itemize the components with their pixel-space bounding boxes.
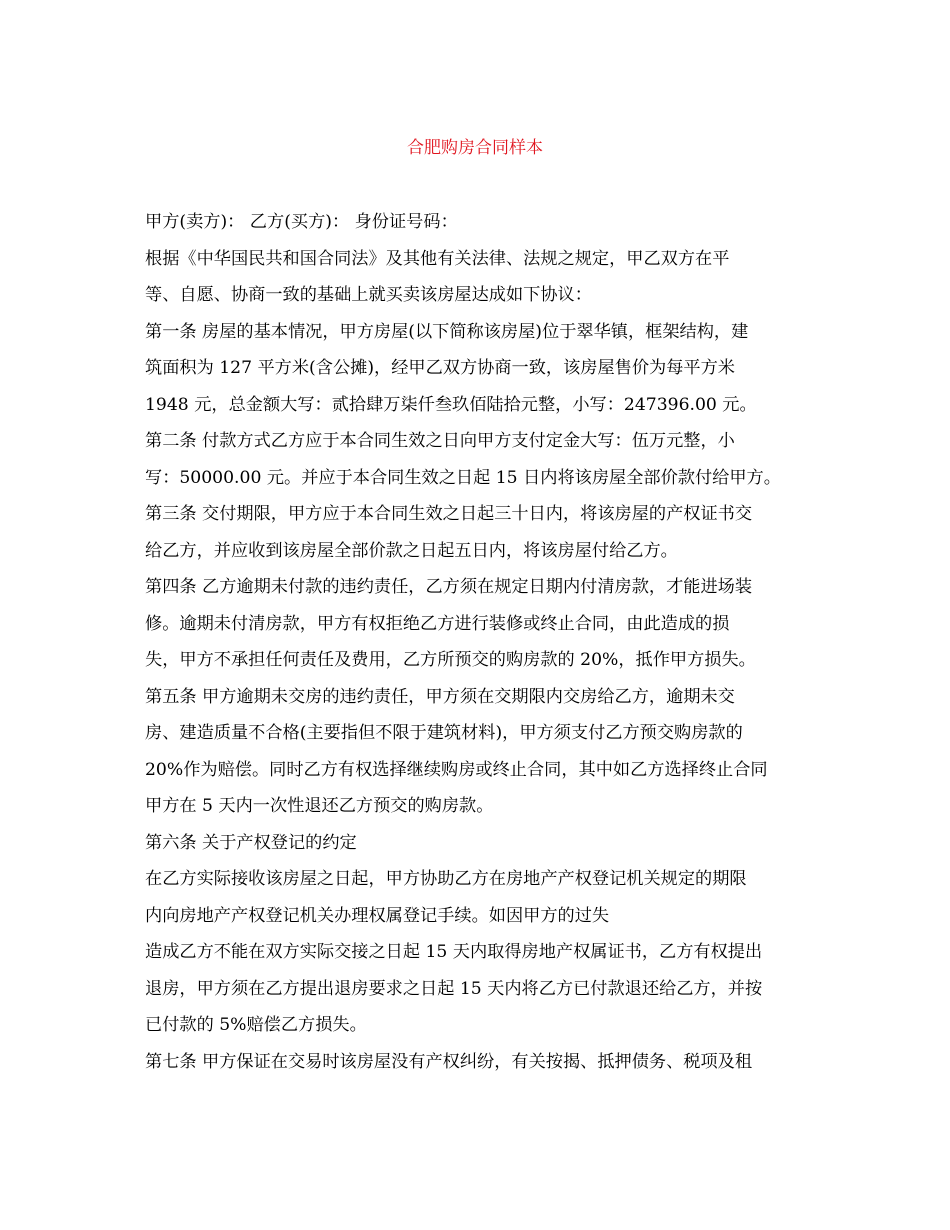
contract-line: 造成乙方不能在双方实际交接之日起 15 天内取得房地产权属证书，乙方有权提出 xyxy=(145,942,763,962)
contract-line: 已付款的 5%赔偿乙方损失。 xyxy=(145,1015,367,1035)
document-title: 合肥购房合同样本 xyxy=(407,138,543,158)
contract-line: 写：50000.00 元。并应于本合同生效之日起 15 日内将该房屋全部价款付给甲方。 xyxy=(145,467,781,488)
contract-line: 房、建造质量不合格(主要指但不限于建筑材料)，甲方须支付乙方预交购房款的 xyxy=(145,723,743,743)
contract-line: 1948 元，总金额大写：贰拾肆万柒仟叁玖佰陆拾元整，小写：247396.00 元。 xyxy=(145,394,757,415)
contract-line: 第四条 乙方逾期未付款的违约责任，乙方须在规定日期内付清房款，才能进场装 xyxy=(145,577,753,597)
contract-line: 内向房地产产权登记机关办理权属登记手续。如因甲方的过失 xyxy=(145,905,610,926)
contract-line: 甲方(卖方)： 乙方(买方)： 身份证号码： xyxy=(145,212,458,232)
contract-line: 等、自愿、协商一致的基础上就买卖该房屋达成如下协议： xyxy=(145,285,592,305)
contract-line: 第三条 交付期限，甲方应于本合同生效之日起三十日内，将该房屋的产权证书交 xyxy=(145,504,753,524)
contract-line: 第一条 房屋的基本情况，甲方房屋(以下简称该房屋)位于翠华镇，框架结构，建 xyxy=(145,321,749,342)
contract-line: 第五条 甲方逾期未交房的违约责任，甲方须在交期限内交房给乙方，逾期未交 xyxy=(145,686,735,707)
contract-line: 20%作为赔偿。同时乙方有权选择继续购房或终止合同，其中如乙方选择终止合同 xyxy=(145,759,768,780)
contract-line: 修。逾期未付清房款，甲方有权拒绝乙方进行装修或终止合同，由此造成的损 xyxy=(145,613,730,634)
contract-line: 甲方在 5 天内一次性退还乙方预交的购房款。 xyxy=(145,796,494,816)
contract-line: 筑面积为 127 平方米(含公摊)，经甲乙双方协商一致，该房屋售价为每平方米 xyxy=(145,358,735,378)
contract-line: 在乙方实际接收该房屋之日起，甲方协助乙方在房地产产权登记机关规定的期限 xyxy=(145,869,747,889)
contract-line: 退房，甲方须在乙方提出退房要求之日起 15 天内将乙方已付款退还给乙方，并按 xyxy=(145,978,763,999)
contract-line: 给乙方，并应收到该房屋全部价款之日起五日内，将该房屋付给乙方。 xyxy=(145,540,678,561)
contract-line: 根据《中华国民共和国合同法》及其他有关法律、法规之规定，甲乙双方在平 xyxy=(145,248,730,269)
contract-body xyxy=(145,204,813,1080)
contract-line: 第六条 关于产权登记的约定 xyxy=(145,832,357,853)
contract-line: 第七条 甲方保证在交易时该房屋没有产权纠纷，有关按揭、抵押债务、税项及租 xyxy=(145,1051,753,1072)
contract-line: 失，甲方不承担任何责任及费用，乙方所预交的购房款的 20%，抵作甲方损失。 xyxy=(145,650,756,670)
contract-line: 第二条 付款方式乙方应于本合同生效之日向甲方支付定金大写：伍万元整，小 xyxy=(145,431,735,451)
